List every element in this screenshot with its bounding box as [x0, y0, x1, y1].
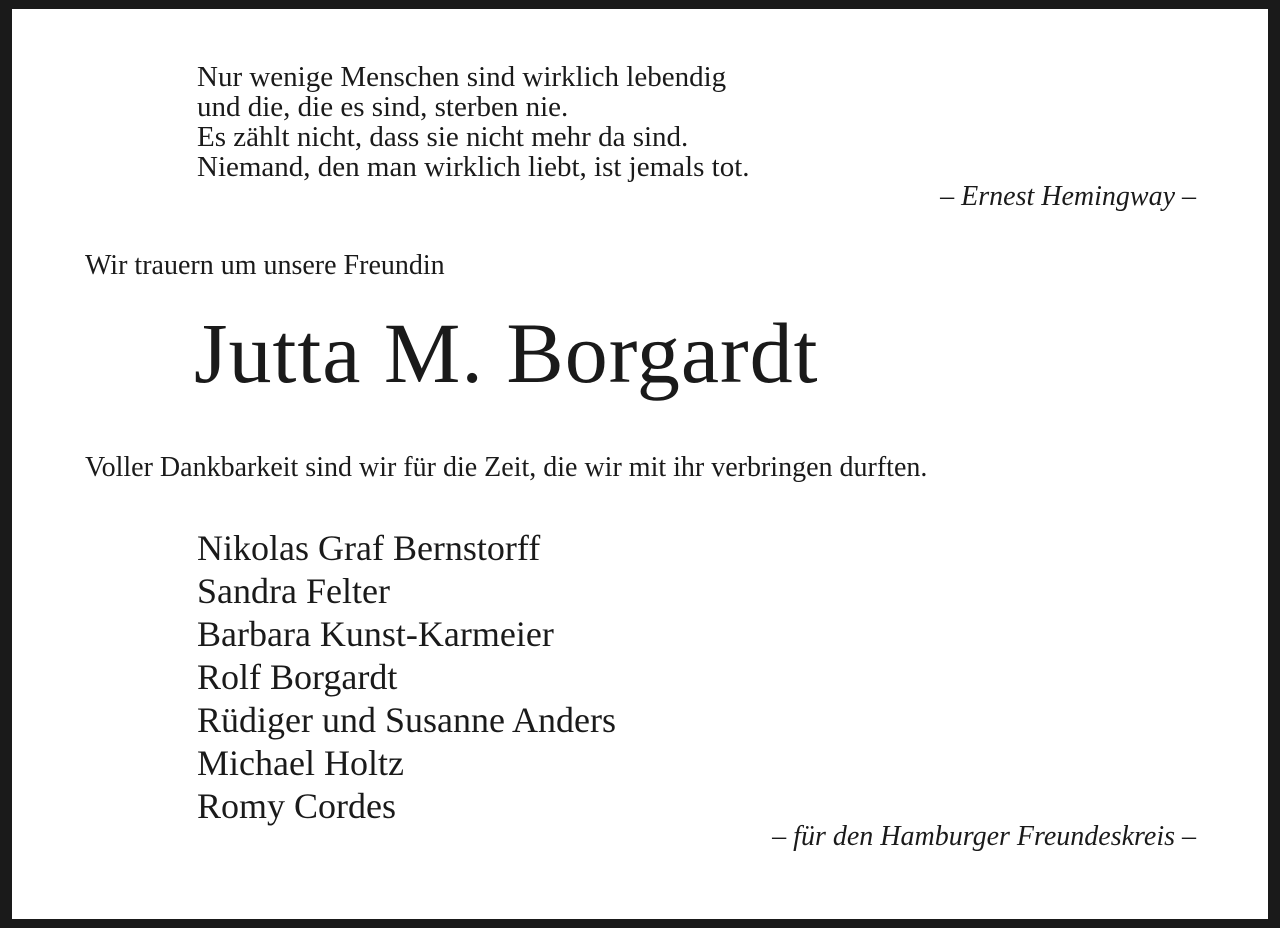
- mourning-intro: Wir trauern um unsere Freundin: [85, 250, 445, 281]
- mourners-list: [197, 527, 616, 828]
- gratitude-statement: Voller Dankbarkeit sind wir für die Zeit, die wir mit ihr verbringen durften.: [85, 452, 928, 483]
- mourner-name: Nikolas Graf Bernstorff: [197, 528, 541, 568]
- deceased-name: Jutta M. Borgardt: [194, 305, 819, 401]
- quote-line: und die, die es sind, sterben nie.: [197, 91, 569, 123]
- quote-line: Es zählt nicht, dass sie nicht mehr da sind.: [197, 121, 689, 153]
- quote-line: Nur wenige Menschen sind wirklich lebendig: [197, 61, 727, 93]
- mourner-name: Rolf Borgardt: [197, 657, 398, 697]
- quote-line: Niemand, den man wirklich liebt, ist jemals tot.: [197, 151, 750, 183]
- friends-circle-signature: – für den Hamburger Freundeskreis –: [772, 821, 1196, 852]
- quote-block: [197, 62, 750, 182]
- mourner-name: Rüdiger und Susanne Anders: [197, 700, 616, 740]
- mourner-name: Barbara Kunst-Karmeier: [197, 614, 554, 654]
- mourner-name: Romy Cordes: [197, 786, 397, 826]
- mourner-name: Michael Holtz: [197, 743, 404, 783]
- quote-author: – Ernest Hemingway –: [940, 181, 1196, 212]
- mourner-name: Sandra Felter: [197, 571, 390, 611]
